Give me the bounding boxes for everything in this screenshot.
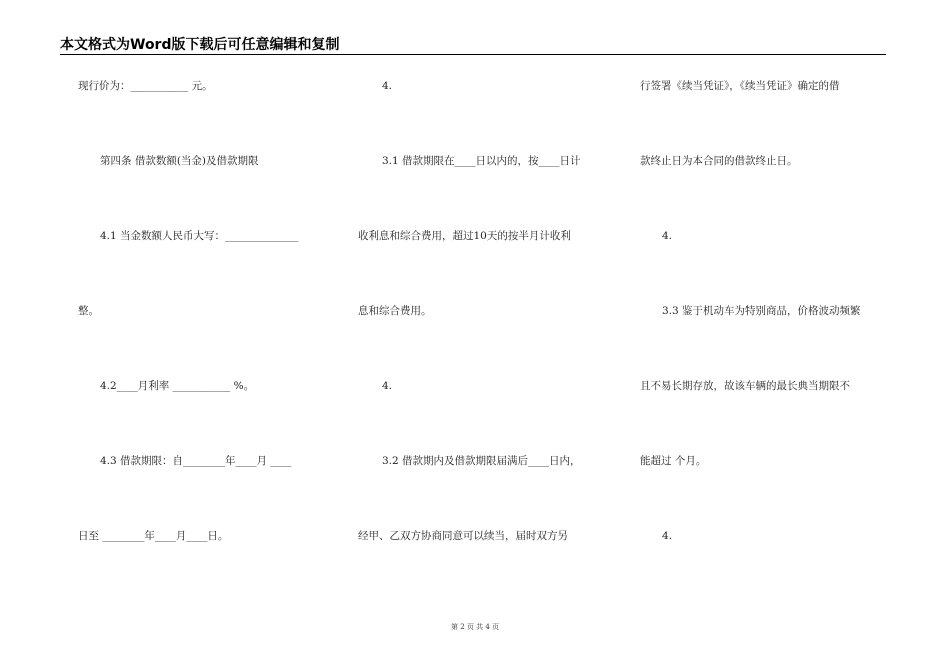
page-header — [60, 36, 886, 55]
text-line: 款终止日为本合同的借款终止日。 — [640, 155, 798, 167]
text-line: 收利息和综合费用，超过10天的按半月计收利 — [358, 230, 571, 242]
text-line: 4. — [382, 80, 393, 92]
text-line: 息和综合费用。 — [358, 305, 432, 317]
text-line: 4. — [382, 380, 393, 392]
text-line: 4. — [662, 230, 673, 242]
text-line: 且不易长期存放，故该车辆的最长典当期限不 — [640, 380, 850, 392]
text-line: 现行价为：___________ 元。 — [78, 80, 213, 92]
text-line: 4.1 当金数额人民币大写：______________ — [100, 230, 299, 242]
text-line: 日至 ________年____月____日。 — [78, 530, 229, 542]
header-title: 本文格式为Word版下载后可任意编辑和复制 — [60, 37, 340, 53]
text-line: 能超过 个月。 — [640, 455, 707, 467]
text-line: 经甲、乙双方协商同意可以续当，届时双方另 — [358, 530, 568, 542]
text-line: 4.2____月利率 ___________ %。 — [100, 380, 255, 392]
text-line: 4. — [662, 530, 673, 542]
page-number: 第 2 页 共 4 页 — [450, 623, 500, 631]
text-line: 3.1 借款期限在____日以内的，按____日计 — [382, 155, 581, 167]
text-line: 第四条 借款数额(当金)及借款期限 — [100, 155, 259, 167]
text-line: 3.3 鉴于机动车为特别商品，价格波动频繁 — [662, 305, 861, 317]
text-line: 整。 — [78, 305, 99, 317]
text-line: 行签署《续当凭证》，《续当凭证》确定的借 — [640, 80, 840, 92]
text-line: 4.3 借款期限：自________年____月 ____ — [100, 455, 292, 467]
text-line: 3.2 借款期内及借款期限届满后____日内， — [382, 455, 581, 467]
